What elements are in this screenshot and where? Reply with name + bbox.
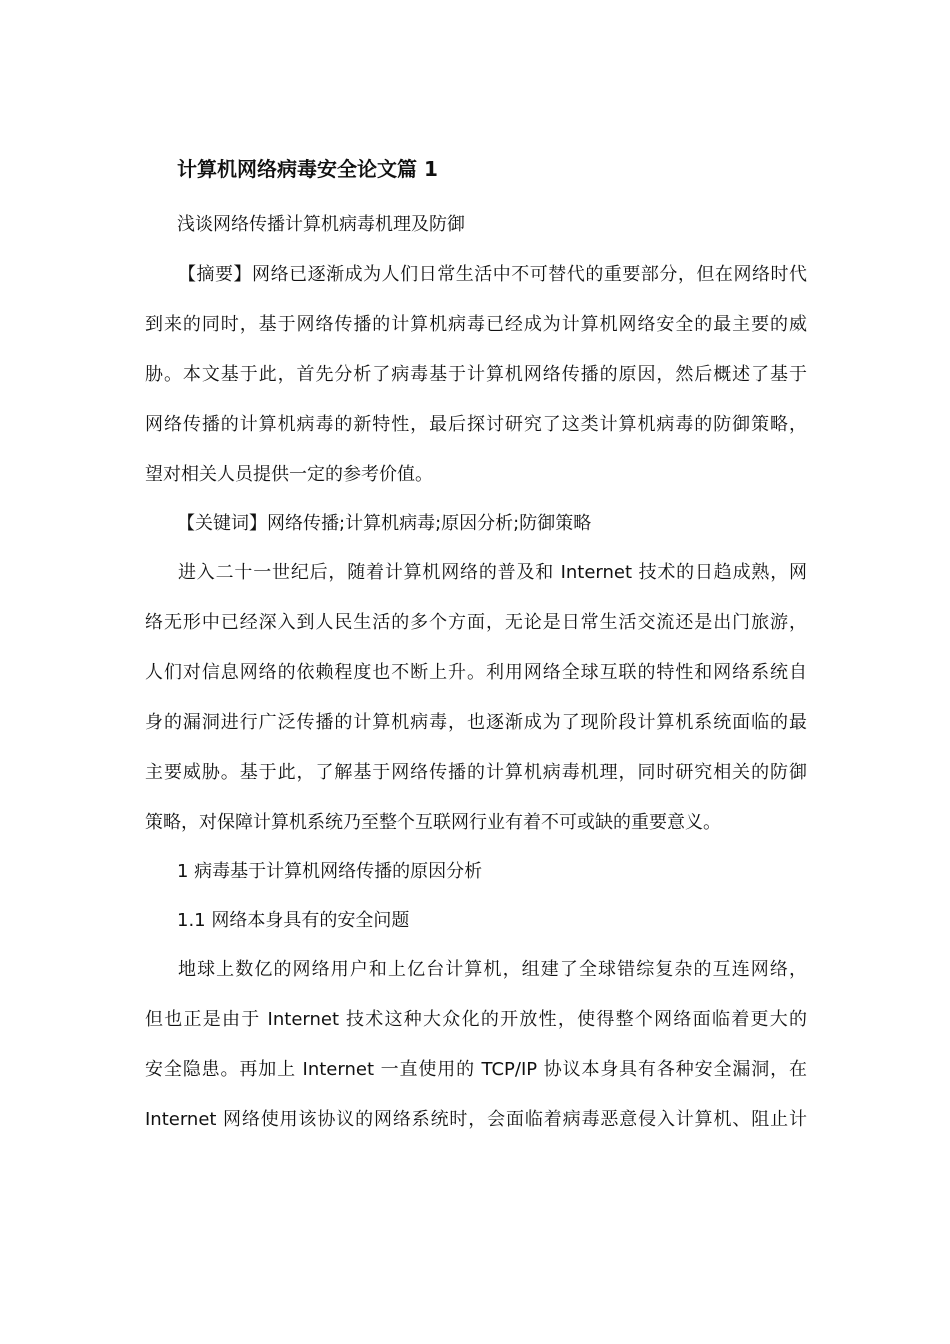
intro-line: 主要威胁。基于此，了解基于网络传播的计算机病毒机理，同时研究相关的防御	[145, 762, 807, 783]
body-line: 但也正是由于 Internet 技术这种大众化的开放性，使得整个网络面临着更大的	[145, 1009, 807, 1030]
abstract-line: 网络传播的计算机病毒的新特性，最后探讨研究了这类计算机病毒的防御策略，	[145, 414, 807, 435]
intro-line: 人们对信息网络的依赖程度也不断上升。利用网络全球互联的特性和网络系统自	[145, 662, 807, 683]
abstract-line: 【摘要】网络已逐渐成为人们日常生活中不可替代的重要部分，但在网络时代	[178, 264, 807, 285]
intro-line: 络无形中已经深入到人民生活的多个方面，无论是日常生活交流还是出门旅游，	[145, 612, 807, 633]
abstract-line: 望对相关人员提供一定的参考价值。	[145, 464, 433, 485]
intro-line: 身的漏洞进行广泛传播的计算机病毒，也逐渐成为了现阶段计算机系统面临的最	[145, 712, 807, 733]
document-subtitle: 浅谈网络传播计算机病毒机理及防御	[177, 214, 465, 235]
body-paragraph	[145, 945, 807, 1145]
intro-line: 策略，对保障计算机系统乃至整个互联网行业有着不可或缺的重要意义。	[145, 812, 721, 833]
body-line: Internet 网络使用该协议的网络系统时，会面临着病毒恶意侵入计算机、阻止计	[145, 1109, 807, 1130]
abstract-line: 胁。本文基于此，首先分析了病毒基于计算机网络传播的原因，然后概述了基于	[145, 364, 807, 385]
abstract-line: 到来的同时，基于网络传播的计算机病毒已经成为计算机网络安全的最主要的威	[145, 314, 807, 335]
body-line: 地球上数亿的网络用户和上亿台计算机，组建了全球错综复杂的互连网络，	[178, 959, 807, 980]
keywords-line: 【关键词】网络传播;计算机病毒;原因分析;防御策略	[177, 513, 592, 534]
section-heading-1-1: 1.1 网络本身具有的安全问题	[177, 910, 410, 931]
intro-line: 进入二十一世纪后，随着计算机网络的普及和 Internet 技术的日趋成熟，网	[178, 562, 807, 583]
body-line: 安全隐患。再加上 Internet 一直使用的 TCP/IP 协议本身具有各种安全漏洞，在	[145, 1059, 807, 1080]
document-title: 计算机网络病毒安全论文篇 1	[177, 157, 438, 181]
abstract-paragraph	[145, 250, 807, 500]
intro-paragraph	[145, 548, 807, 848]
section-heading-1: 1 病毒基于计算机网络传播的原因分析	[177, 861, 483, 882]
